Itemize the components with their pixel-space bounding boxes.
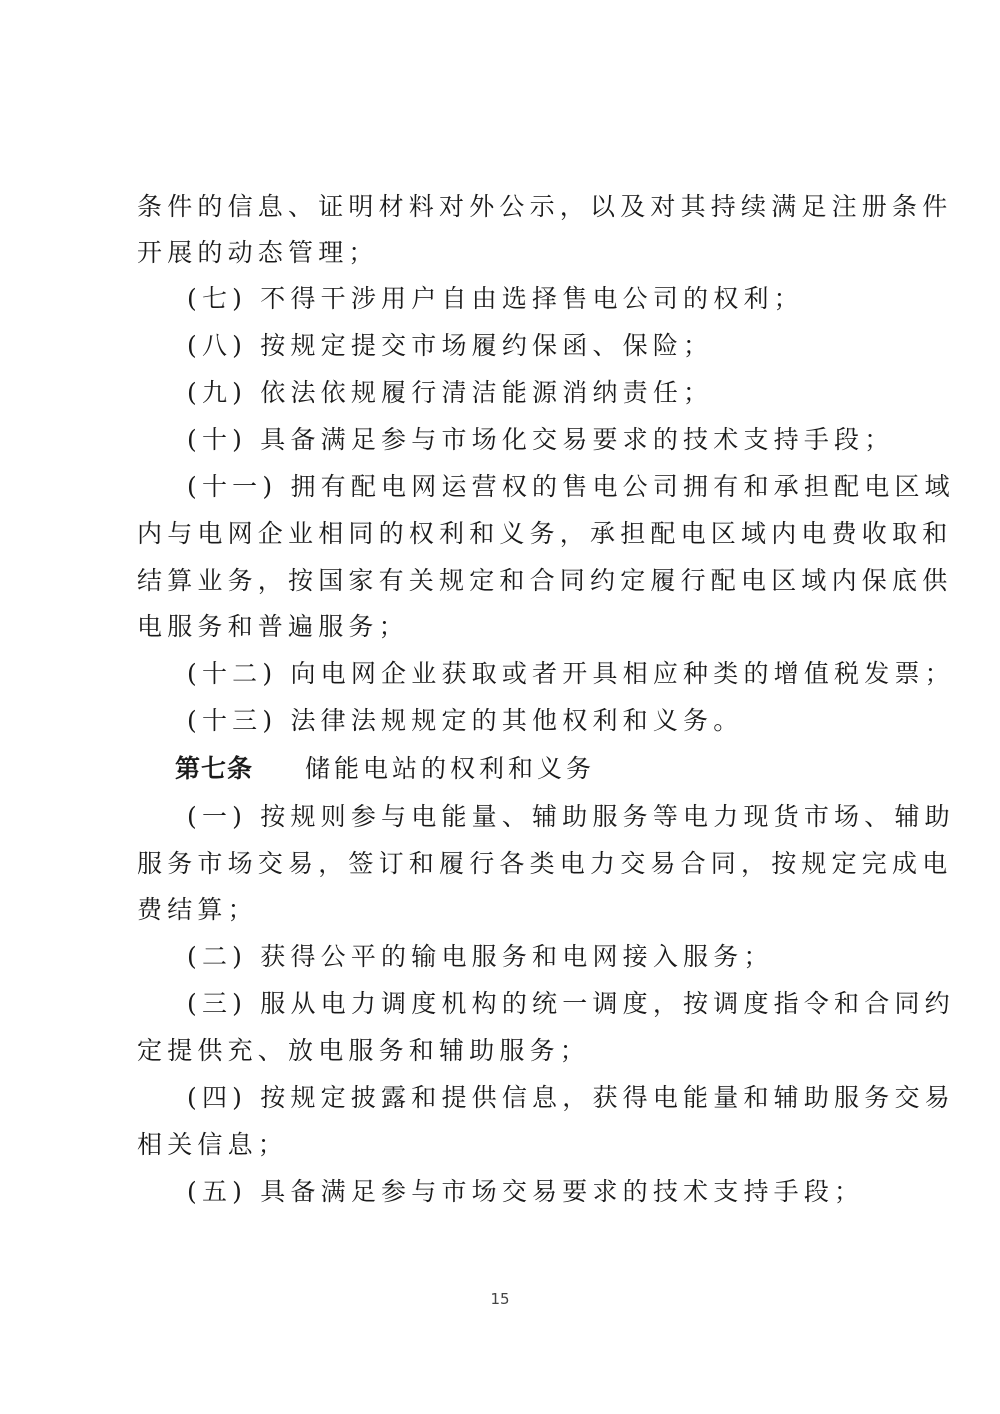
body-line: 费结算； — [137, 895, 258, 924]
list-item: (十一) 拥有配电网运营权的售电公司拥有和承担配电区域 — [187, 472, 955, 501]
article-heading — [175, 752, 595, 786]
list-item: (三) 服从电力调度机构的统一调度，按调度指令和合同约 — [187, 989, 955, 1018]
body-line: 开展的动态管理； — [137, 238, 379, 267]
article-number: 第七条 — [175, 754, 254, 783]
list-item: (十二) 向电网企业获取或者开具相应种类的增值税发票； — [187, 659, 955, 688]
list-item: (二) 获得公平的输电服务和电网接入服务； — [187, 942, 774, 971]
page-number: 15 — [490, 1290, 510, 1308]
list-item: (十) 具备满足参与市场化交易要求的技术支持手段； — [187, 425, 895, 454]
body-line: 服务市场交易，签订和履行各类电力交易合同，按规定完成电 — [137, 849, 953, 878]
body-line: 内与电网企业相同的权利和义务，承担配电区域内电费收取和 — [137, 519, 953, 548]
body-line: 相关信息； — [137, 1130, 289, 1159]
article-title: 储能电站的权利和义务 — [305, 754, 596, 783]
list-item: (九) 依法依规履行清洁能源消纳责任； — [187, 378, 714, 407]
list-item: (七) 不得干涉用户自由选择售电公司的权利； — [187, 284, 804, 313]
body-line: 条件的信息、证明材料对外公示，以及对其持续满足注册条件 — [137, 192, 953, 221]
list-item: (十三) 法律法规规定的其他权利和义务。 — [187, 706, 744, 735]
list-item: (一) 按规则参与电能量、辅助服务等电力现货市场、辅助 — [187, 802, 955, 831]
list-item: (八) 按规定提交市场履约保函、保险； — [187, 331, 714, 360]
list-item: (五) 具备满足参与市场交易要求的技术支持手段； — [187, 1177, 865, 1206]
body-line: 电服务和普遍服务； — [137, 612, 409, 641]
body-line: 结算业务，按国家有关规定和合同约定履行配电区域内保底供 — [137, 566, 953, 595]
list-item: (四) 按规定披露和提供信息，获得电能量和辅助服务交易 — [187, 1083, 955, 1112]
body-line: 定提供充、放电服务和辅助服务； — [137, 1036, 591, 1065]
